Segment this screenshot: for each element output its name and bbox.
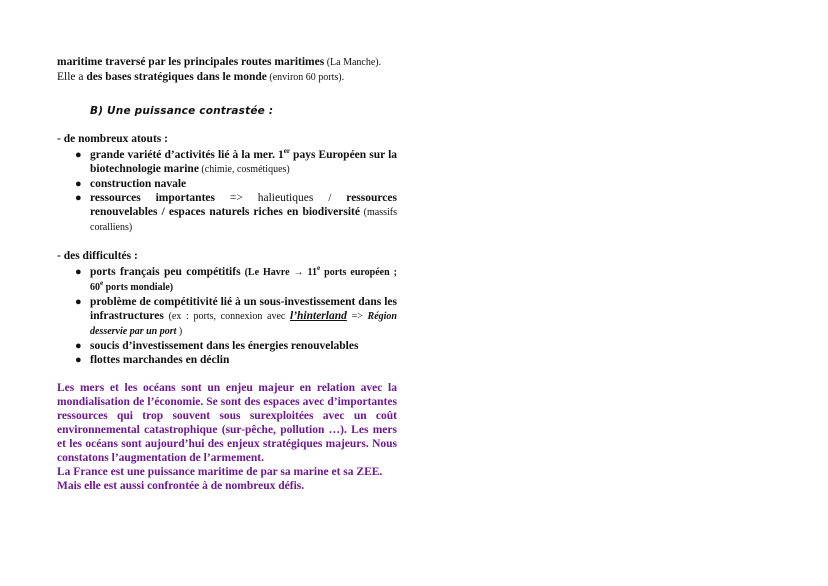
list-item	[57, 148, 397, 177]
bullet-icon: ●	[75, 149, 82, 161]
item-bold: grande variété d’activités lié à la mer. 1	[90, 149, 284, 161]
atouts-list	[57, 148, 397, 235]
list-item	[57, 353, 397, 367]
bullet-icon: ●	[75, 296, 82, 308]
bullet-icon: ●	[75, 266, 82, 278]
list-item	[57, 177, 397, 191]
bullet-icon: ●	[75, 354, 82, 366]
intro-bold: maritime traversé par les principales routes maritimes	[57, 56, 325, 68]
item-note: (chimie, cosmétiques)	[198, 164, 290, 175]
item-bold: soucis d’investissement dans les énergies renouvelables	[90, 340, 359, 352]
conclusion-line-3: Mais elle est aussi confrontée à de nombreux défis.	[57, 480, 305, 492]
conclusion-line-2: La France est une puissance maritime de par sa marine et sa ZEE.	[57, 466, 383, 478]
list-item	[57, 339, 397, 353]
bullet-icon: ●	[75, 340, 82, 352]
item-sup: e	[317, 264, 321, 273]
text-column	[57, 55, 397, 493]
item-bold: ressources importantes	[90, 192, 215, 204]
list-item	[57, 191, 397, 235]
list-item	[57, 295, 397, 339]
hinterland-link: l’hinterland	[290, 310, 347, 322]
section-heading: B) Une puissance contrastée :	[90, 105, 274, 117]
item-note-3: ports mondiale)	[103, 282, 174, 293]
atouts-title: - de nombreux atouts :	[57, 133, 168, 145]
intro-note-2: (environ 60 ports).	[266, 72, 345, 83]
item-bold: ports français peu compétitifs	[90, 266, 241, 278]
list-item	[57, 265, 397, 295]
item-bold-2: ressources renouvelables / espaces naturels riches en biodiversité	[90, 192, 397, 218]
item-note-3: )	[176, 326, 183, 337]
intro-note: (La Manche).	[324, 57, 382, 68]
bullet-icon: ●	[75, 178, 82, 190]
item-bold: problème de compétitivité lié à un sous-investissement dans les infrastructures	[90, 296, 397, 322]
difficultes-title: - des difficultés :	[57, 250, 138, 262]
intro-start: Elle a	[57, 71, 87, 83]
difficultes-list	[57, 265, 397, 367]
item-note: (Le Havre → 11	[240, 267, 318, 278]
item-sup-2: e	[100, 279, 104, 288]
intro-line-1	[57, 55, 397, 70]
conclusion-paragraph: Les mers et les océans sont un enjeu majeur en relation avec la mondialisation de l’économie. Se sont des espaces avec d’importantes ressources qui trop souvent sous surexploitées avec un coût environnemental catastrophique (sur-pêche, pollution …). Les mers et les océans sont aujourd’hui des enjeux stratégiques majeurs. Nous constatons l’augmentation de l’armement.	[57, 382, 397, 464]
item-sup: er	[283, 147, 290, 156]
item-italic: Région desservie par un port	[90, 311, 397, 337]
item-bold: construction navale	[90, 178, 187, 190]
intro-line-2	[57, 70, 397, 85]
item-note: (ex : ports, connexion avec	[163, 311, 290, 322]
item-normal: => halieutiques /	[214, 192, 347, 204]
item-note-2: =>	[346, 311, 368, 322]
item-bold-2: pays Européen sur la biotechnologie marine	[90, 149, 398, 175]
item-bold: flottes marchandes en déclin	[90, 354, 230, 366]
item-note: (massifs coralliens)	[90, 207, 397, 233]
intro-bold-2: des bases stratégiques dans le monde	[86, 71, 267, 83]
item-note-2: ports européen ; 60	[90, 267, 398, 293]
bullet-icon: ●	[75, 192, 82, 204]
